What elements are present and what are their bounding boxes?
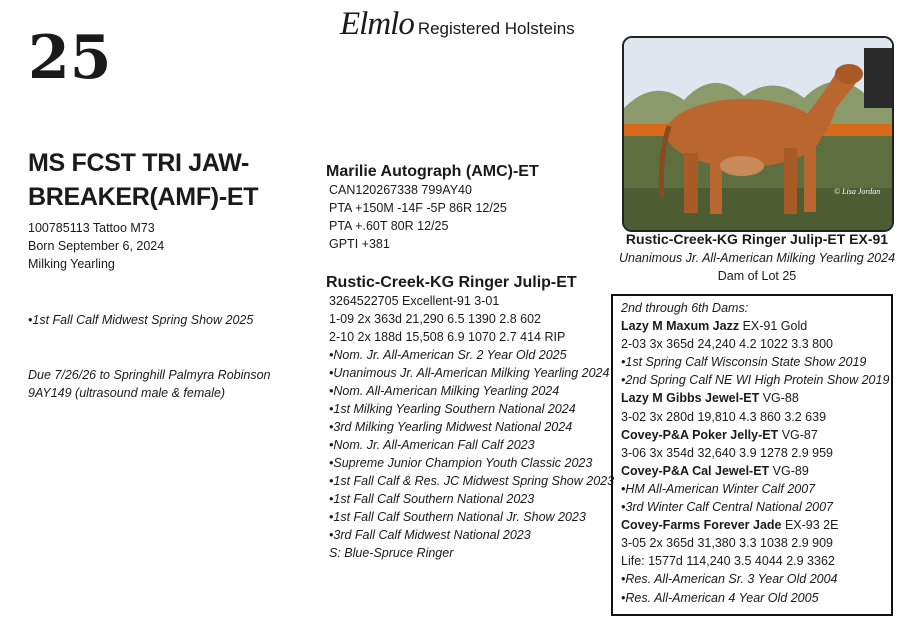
sire-line: GPTI +381 [329, 237, 390, 251]
cow-illustration [624, 38, 892, 230]
photo-credit: © Lisa Jordan [834, 187, 881, 196]
dam-record: 3-02 3x 280d 19,810 4.3 860 3.2 639 [621, 409, 827, 424]
sire-line: PTA +150M -14F -5P 86R 12/25 [329, 201, 507, 215]
dam-award: •1st Fall Calf Southern National Jr. Show 2023 [329, 510, 586, 524]
animal-class: Milking Yearling [28, 257, 115, 271]
cow-photo [622, 36, 894, 232]
dam-score: EX-91 Gold [739, 319, 808, 334]
dam-details [329, 292, 614, 562]
dam-score: VG-88 [759, 391, 799, 406]
dam-score: VG-89 [769, 463, 809, 478]
dams-heading: 2nd through 6th Dams: [621, 301, 749, 315]
dams-box [611, 294, 893, 616]
dam-award: •3rd Fall Calf Midwest National 2023 [329, 528, 531, 542]
animal-award: •1st Fall Calf Midwest Spring Show 2025 [28, 313, 254, 327]
dam-award: •Nom. Jr. All-American Fall Calf 2023 [329, 438, 535, 452]
sire-line: PTA +.60T 80R 12/25 [329, 219, 449, 233]
dam-award: •HM All-American Winter Calf 2007 [621, 481, 816, 496]
dam-award: •Nom. Jr. All-American Sr. 2 Year Old 2025 [329, 348, 567, 362]
dam-award: •3rd Milking Yearling Midwest National 2024 [329, 420, 573, 434]
brand-text: Registered Holsteins [417, 19, 575, 38]
animal-name-line2: BREAKER(AMF)-ET [28, 183, 259, 211]
dam-award: •Res. All-American 4 Year Old 2005 [621, 590, 819, 605]
sire-name: Marilie Autograph (AMC)-ET [326, 163, 539, 180]
caption-award: Unanimous Jr. All-American Milking Yearling 2024 [618, 251, 896, 265]
dam-score: VG-87 [778, 427, 818, 442]
dam-award: •Res. All-American Sr. 3 Year Old 2004 [621, 572, 838, 587]
registration-line: 100785113 Tattoo M73 [28, 221, 155, 235]
dam-sire-line: S: Blue-Spruce Ringer [329, 546, 454, 560]
lot-number: 25 [28, 23, 112, 93]
dam-name: Lazy M Maxum Jazz [621, 319, 740, 334]
dam-name: Covey-Farms Forever Jade [621, 518, 782, 533]
brand-script: Elmlo [340, 6, 414, 42]
dam-line: 3264522705 Excellent-91 3-01 [329, 294, 500, 308]
dam-award: •1st Fall Calf Southern National 2023 [329, 492, 535, 506]
dam-award: •1st Fall Calf & Res. JC Midwest Spring Show 2023 [329, 474, 615, 488]
brand-logo [340, 6, 575, 43]
dam-award: •1st Spring Calf Wisconsin State Show 2019 [621, 355, 867, 370]
dam-award: •1st Milking Yearling Southern National 2024 [329, 402, 576, 416]
dam-name: Covey-P&A Poker Jelly-ET [621, 427, 779, 442]
dam-award: •Supreme Junior Champion Youth Classic 2023 [329, 456, 593, 470]
dam-award: •3rd Winter Calf Central National 2007 [621, 500, 834, 515]
dam-award: •2nd Spring Calf NE WI High Protein Show 2019 [621, 373, 890, 388]
photo-caption [612, 230, 902, 285]
dam-name: Covey-P&A Cal Jewel-ET [621, 463, 770, 478]
animal-name [28, 146, 258, 214]
dam-award: •Unanimous Jr. All-American Milking Yearling 2024 [329, 366, 610, 380]
animal-info [28, 219, 164, 273]
due-info [28, 366, 271, 402]
dam-name: Rustic-Creek-KG Ringer Julip-ET [326, 274, 577, 291]
birth-date: Born September 6, 2024 [28, 239, 165, 253]
due-line1: Due 7/26/26 to Springhill Palmyra Robinson [28, 368, 271, 382]
dam-line: 2-10 2x 188d 15,508 6.9 1070 2.7 414 RIP [329, 330, 566, 344]
dam-line: 1-09 2x 363d 21,290 6.5 1390 2.8 602 [329, 312, 541, 326]
dam-lifetime-record: Life: 1577d 114,240 3.5 4044 2.9 3362 [621, 554, 835, 569]
caption-dam-of: Dam of Lot 25 [717, 269, 797, 283]
due-line2: 9AY149 (ultrasound male & female) [28, 386, 226, 400]
dam-record: 3-05 2x 365d 31,380 3.3 1038 2.9 909 [621, 536, 833, 551]
sire-line: CAN120267338 799AY40 [329, 183, 472, 197]
dam-name: Lazy M Gibbs Jewel-ET [621, 391, 760, 406]
dam-record: 2-03 3x 365d 24,240 4.2 1022 3.3 800 [621, 337, 833, 352]
caption-title: Rustic-Creek-KG Ringer Julip-ET EX-91 [625, 231, 889, 247]
dam-score: EX-93 2E [781, 518, 839, 533]
dam-award: •Nom. All-American Milking Yearling 2024 [329, 384, 560, 398]
dam-record: 3-06 3x 354d 32,640 3.9 1278 2.9 959 [621, 445, 833, 460]
sire-details [329, 181, 507, 253]
animal-name-line1: MS FCST TRI JAW- [28, 149, 250, 177]
